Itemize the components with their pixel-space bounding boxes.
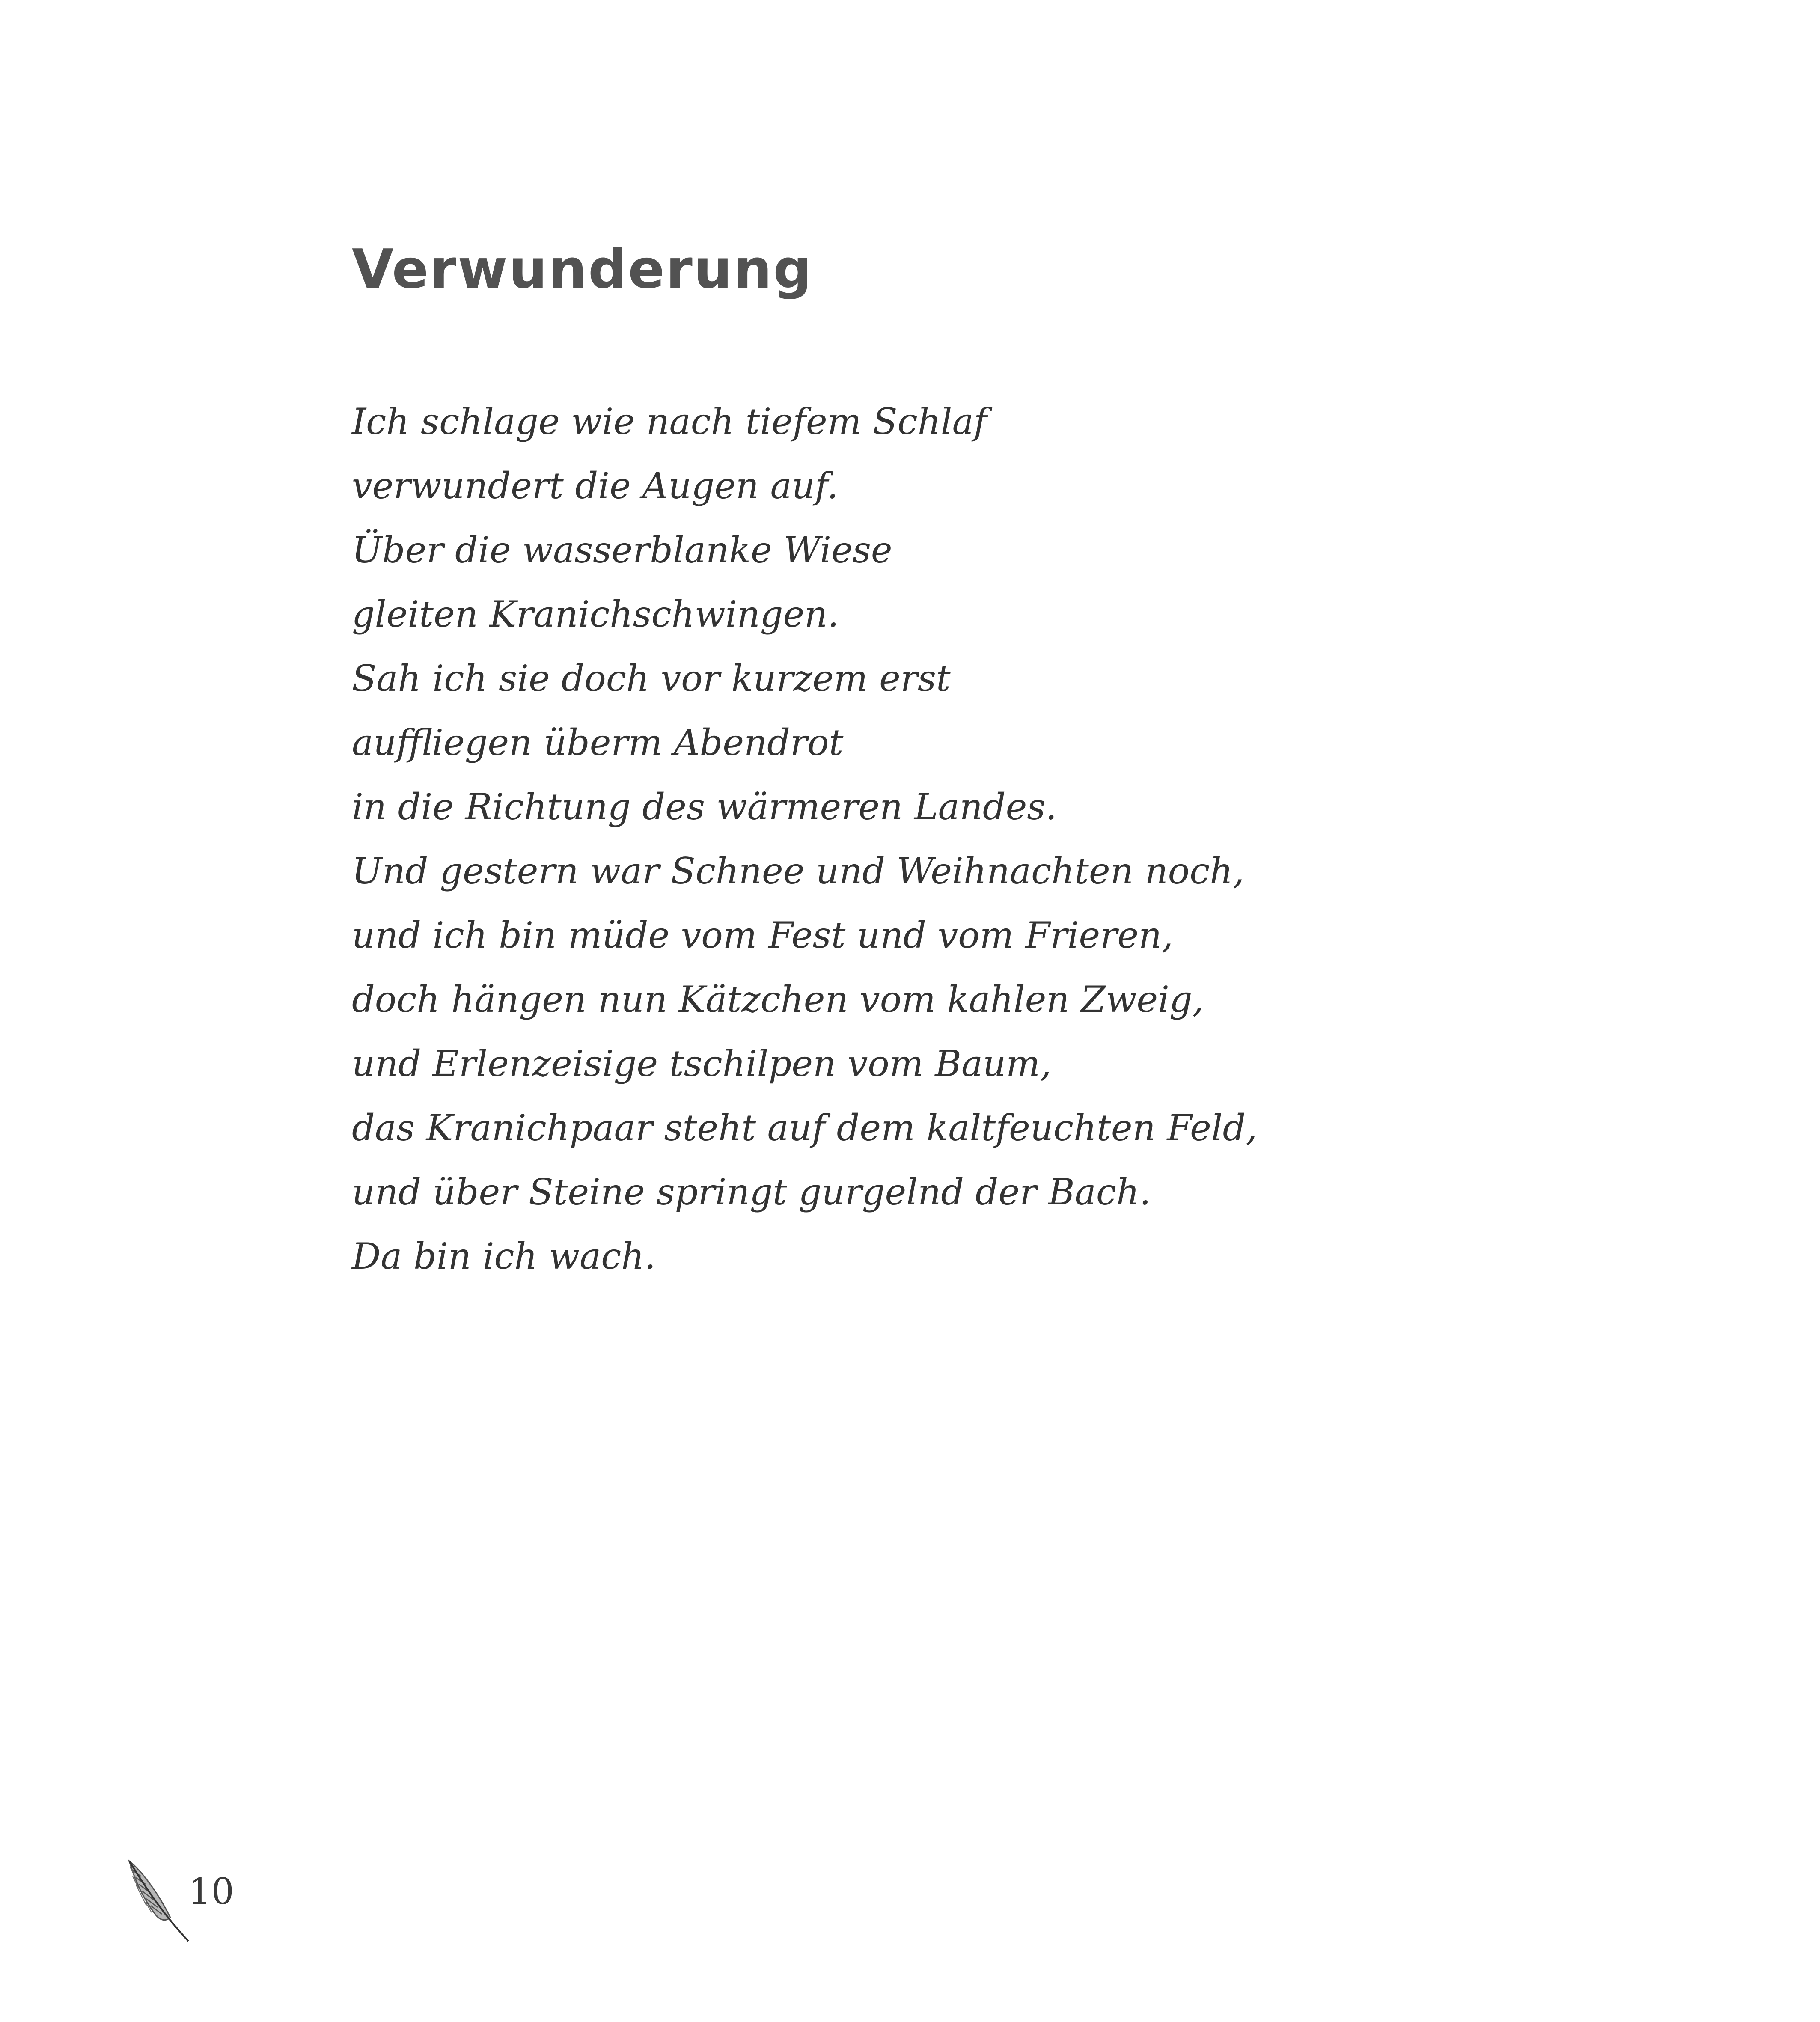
- poem-line: und ich bin müde vom Fest und vom Frieren,: [352, 914, 1173, 956]
- poem-line: Da bin ich wach.: [352, 1235, 656, 1277]
- poem-line: Ich schlage wie nach tiefem Schlaf: [352, 401, 987, 443]
- poem-body: [352, 390, 1257, 1288]
- poem-line: in die Richtung des wärmeren Landes.: [352, 786, 1057, 828]
- poem-line: Sah ich sie doch vor kurzem erst: [352, 657, 951, 699]
- poem-line: Über die wasserblanke Wiese: [352, 529, 892, 571]
- poem-line: das Kranichpaar steht auf dem kaltfeuchten Feld,: [352, 1107, 1258, 1149]
- poem-title: Verwunderung: [352, 238, 813, 300]
- poem-line: gleiten Kranichschwingen.: [352, 593, 839, 635]
- poem-line: verwundert die Augen auf.: [352, 465, 839, 507]
- poem-line: auffliegen überm Abendrot: [352, 722, 844, 764]
- poem-line: und über Steine springt gurgelnd der Bach.: [352, 1171, 1151, 1213]
- poem-line: doch hängen nun Kätzchen vom kahlen Zweig,: [352, 978, 1204, 1020]
- page-footer: [124, 1858, 235, 1943]
- feather-icon: [124, 1858, 193, 1943]
- page-number: 10: [188, 1870, 234, 1912]
- poem-line: Und gestern war Schnee und Weihnachten noch,: [352, 850, 1245, 892]
- poem-line: und Erlenzeisige tschilpen vom Baum,: [352, 1043, 1052, 1085]
